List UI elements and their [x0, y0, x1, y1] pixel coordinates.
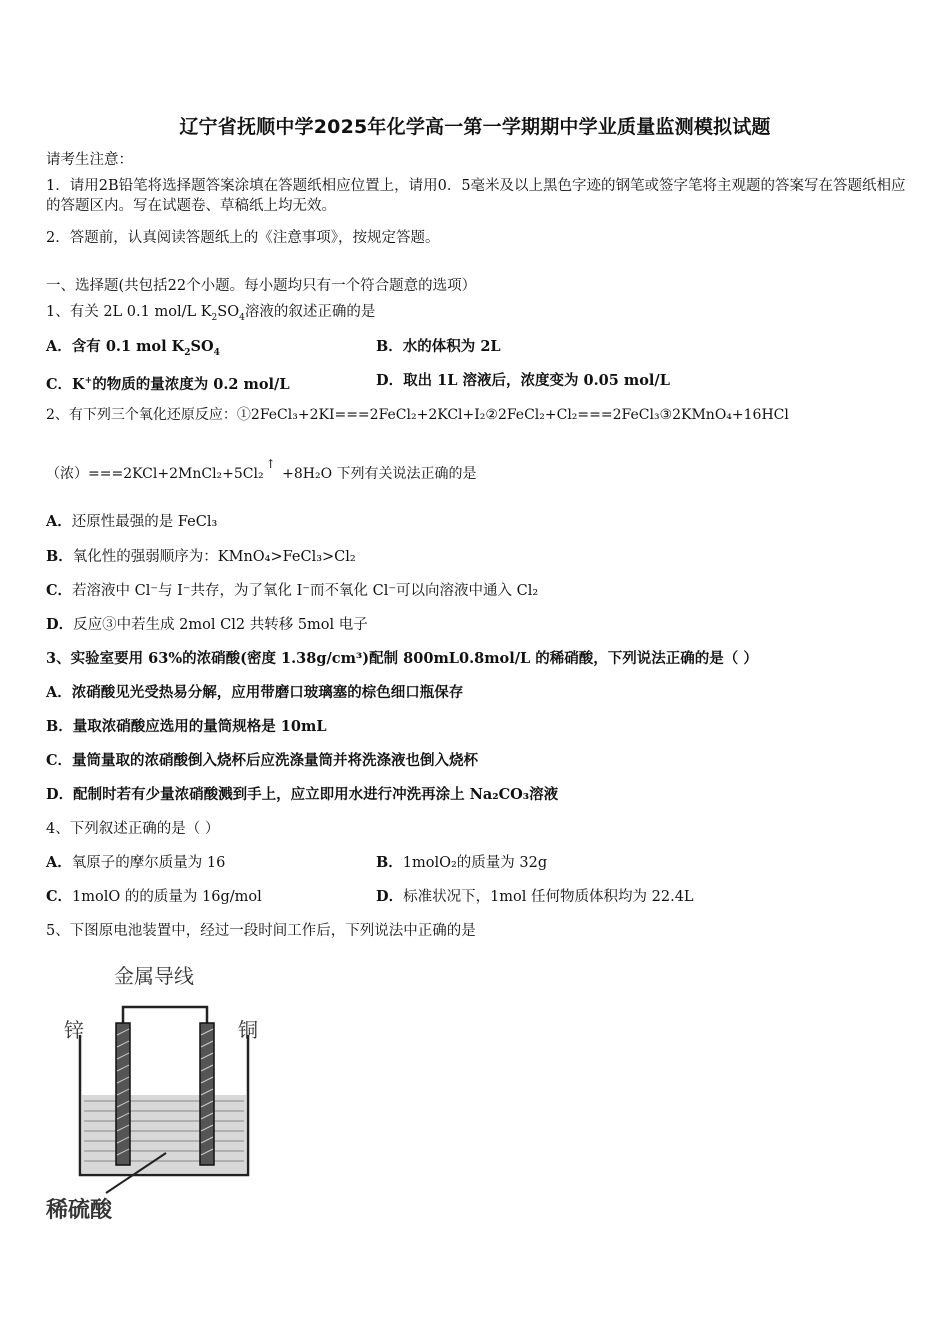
- copper-label: 铜: [238, 1018, 258, 1042]
- notice-item-1: 1．请用2B铅笔将选择题答案涂填在答题纸相应位置上，请用0．5毫米及以上黑色字迹的钢笔或签字笔将主观题的答案写在答题纸相应的答题区内。写在试题卷、草稿纸上均无效。: [46, 178, 906, 214]
- q5-stem: 5、下图原电池装置中，经过一段时间工作后，下列说法中正确的是: [46, 923, 476, 939]
- q1-option-a[interactable]: A．含有 0.1 mol $K_2SO_4$: [46, 338, 220, 358]
- q2-stem-line-1: 2、有下列三个氧化还原反应：①2FeCl₃+2KI===2FeCl₂+2KCl+I₂②2FeCl₂+Cl₂===2FeCl₃③2KMnO₄+16HCl: [46, 407, 789, 423]
- galvanic-cell-svg: [44, 955, 284, 1225]
- acid-label: 稀硫酸: [46, 1198, 113, 1223]
- q2-option-c[interactable]: C．若溶液中 Cl⁻与 I⁻共存，为了氧化 I⁻而不氧化 Cl⁻可以向溶液中通入 Cl₂: [46, 582, 539, 599]
- q3-option-d[interactable]: D．配制时若有少量浓硝酸溅到手上，应立即用水进行冲洗再涂上 Na₂CO₃溶液: [46, 786, 559, 803]
- q1-option-d[interactable]: D．取出 1L 溶液后，浓度变为 0.05 mol/L: [376, 372, 670, 389]
- page-title: 辽宁省抚顺中学2025年化学高一第一学期期中学业质量监测模拟试题: [179, 116, 771, 138]
- q3-stem: 3、实验室要用 63%的浓硝酸(密度 1.38g/cm³)配制 800mL0.8mol/L 的稀硝酸，下列说法正确的是（ ）: [46, 650, 758, 667]
- gas-arrow-icon: ↑: [265, 457, 276, 471]
- zinc-label: 锌: [64, 1018, 84, 1042]
- q4-stem: 4、下列叙述正确的是（ ）: [46, 821, 220, 837]
- q2-stem-line-2: （浓）===2KCl+2MnCl₂+5Cl₂↑ +8H₂O 下列有关说法正确的是: [46, 457, 477, 482]
- section-heading: 一、选择题(共包括22个小题。每小题均只有一个符合题意的选项）: [46, 278, 477, 294]
- q1-option-c[interactable]: C．K+的物质的量浓度为 0.2 mol/L: [46, 375, 290, 393]
- q3-option-a[interactable]: A．浓硝酸见光受热易分解，应用带磨口玻璃塞的棕色细口瓶保存: [46, 684, 464, 701]
- notice-heading: 请考生注意：: [46, 152, 133, 168]
- q4-option-a[interactable]: A．氧原子的摩尔质量为 16: [46, 854, 226, 871]
- q3-option-c[interactable]: C．量筒量取的浓硝酸倒入烧杯后应洗涤量筒并将洗涤液也倒入烧杯: [46, 752, 479, 769]
- q4-option-b[interactable]: B．1molO₂的质量为 32g: [376, 854, 548, 871]
- metal-wire: [123, 1007, 207, 1067]
- q2-option-a[interactable]: A．还原性最强的是 FeCl₃: [46, 513, 218, 530]
- q1-option-b[interactable]: B．水的体积为 2L: [376, 338, 501, 355]
- q4-option-d[interactable]: D．标准状况下，1mol 任何物质体积均为 22.4L: [376, 888, 694, 905]
- q3-option-b[interactable]: B．量取浓硝酸应选用的量筒规格是 10mL: [46, 718, 327, 735]
- q1-stem: 1、有关 2L 0.1 mol/L $K_2SO_4$溶液的叙述正确的是: [46, 304, 376, 323]
- q2-option-d[interactable]: D．反应③中若生成 2mol Cl2 共转移 5mol 电子: [46, 616, 368, 633]
- q2-option-b[interactable]: B．氧化性的强弱顺序为：KMnO₄>FeCl₃>Cl₂: [46, 548, 356, 565]
- galvanic-cell-diagram: [44, 955, 284, 1225]
- notice-item-2: 2．答题前，认真阅读答题纸上的《注意事项》，按规定答题。: [46, 230, 440, 246]
- q4-option-c[interactable]: C．1molO 的的质量为 16g/mol: [46, 888, 262, 905]
- wire-label: 金属导线: [114, 964, 194, 988]
